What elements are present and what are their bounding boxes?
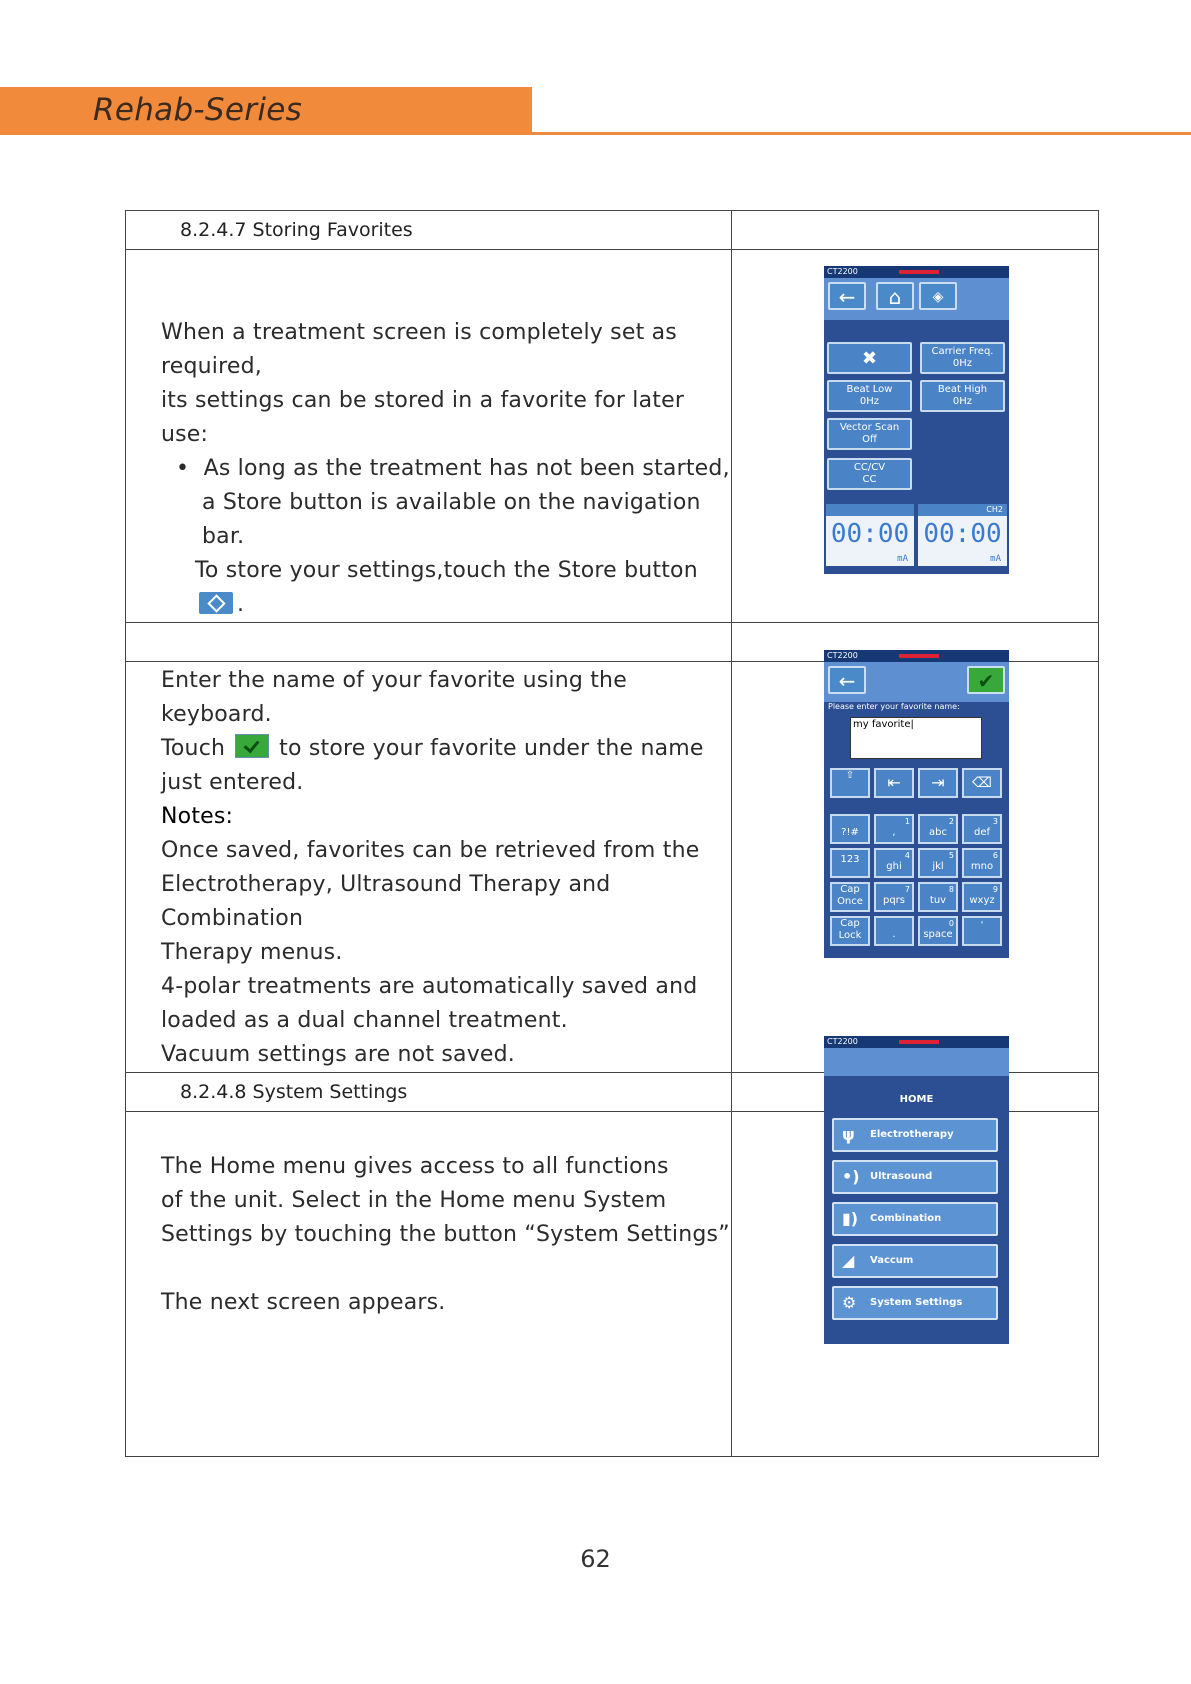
text-storing-favorites: When a treatment screen is completely set as required, its settings can be stored in a favorite for later use: • As long as the treatment has not been started, a Store button is available on the navigation bar. To store your settings,touch the Store button. <box>126 250 732 623</box>
key-6[interactable]: 6 mno <box>962 848 1002 878</box>
bullet-mark: • <box>176 456 190 481</box>
section-title-8247: 8.2.4.7 Storing Favorites <box>126 211 732 250</box>
status-leds <box>899 1040 939 1044</box>
gear-icon: ⚙ <box>842 1293 857 1312</box>
favorite-name-input[interactable]: my favorite| <box>850 717 982 759</box>
key-2[interactable]: 2 abc <box>918 814 958 844</box>
polarity-button[interactable]: ✖ <box>827 342 912 374</box>
key-123[interactable]: 123 <box>830 848 870 878</box>
key-cursor-left[interactable]: ⇤ <box>874 768 914 798</box>
store-button[interactable]: ◈ <box>919 282 957 310</box>
key-symbols[interactable]: ?!# <box>830 814 870 844</box>
status-leds <box>899 270 939 274</box>
checkmark-icon <box>235 734 269 758</box>
key-cursor-right[interactable]: ⇥ <box>918 768 958 798</box>
beat-high-button[interactable]: Beat High 0Hz <box>920 380 1005 412</box>
header-rule <box>532 132 1191 135</box>
key-cap-lock[interactable]: Cap Lock <box>830 916 870 946</box>
key-shift[interactable]: ⇧ <box>830 768 870 798</box>
channel1-timer[interactable]: 00:00 mA <box>826 516 914 566</box>
device-screen-home <box>824 1036 1009 1344</box>
text-enter-name: Enter the name of your favorite using the keyboard. Touch to store your favorite under the name just entered. Notes: Once saved, favorites can be retrieved from the Electrotherapy, Ultrasound Therapy and Combination Therapy menus. 4-polar treatments are automatically saved and loaded as a dual channel treatment. Vacuum settings are not saved. <box>126 662 732 1073</box>
beat-low-button[interactable]: Beat Low 0Hz <box>827 380 912 412</box>
home-button[interactable]: ⌂ <box>876 282 914 310</box>
back-button[interactable]: ← <box>828 282 866 310</box>
back-button[interactable]: ← <box>828 666 866 694</box>
channel2-bar: CH2 <box>918 504 1007 516</box>
home-item-vacuum[interactable]: ◢ Vaccum <box>832 1244 998 1278</box>
key-4[interactable]: 4 ghi <box>874 848 914 878</box>
home-item-ultrasound[interactable]: •) Ultrasound <box>832 1160 998 1194</box>
key-7[interactable]: 7 pqrs <box>874 882 914 912</box>
home-item-electrotherapy[interactable]: ψ Electrotherapy <box>832 1118 998 1152</box>
cc-cv-button[interactable]: CC/CV CC <box>827 458 912 490</box>
key-3[interactable]: 3 def <box>962 814 1002 844</box>
channel1-bar <box>826 504 914 516</box>
page-number: 62 <box>580 1545 611 1573</box>
key-9[interactable]: 9 wxyz <box>962 882 1002 912</box>
key-1[interactable]: 1 , <box>874 814 914 844</box>
section-title-8248: 8.2.4.8 System Settings <box>126 1073 732 1112</box>
store-icon <box>199 592 233 614</box>
status-bar: CT2200 <box>824 1036 1009 1048</box>
device-screen-keyboard <box>824 650 1009 958</box>
key-cap-once[interactable]: Cap Once <box>830 882 870 912</box>
device-screen-treatment <box>824 266 1009 574</box>
navigation-bar <box>824 1048 1009 1076</box>
key-space[interactable]: 0 space <box>918 916 958 946</box>
electrode-icon: ψ <box>842 1125 855 1144</box>
key-dot[interactable]: . <box>874 916 914 946</box>
key-backspace[interactable]: ⌫ <box>962 768 1002 798</box>
combination-icon: ▮) <box>842 1209 859 1228</box>
carrier-freq-button[interactable]: Carrier Freq. 0Hz <box>920 342 1005 374</box>
notes-label: Notes: <box>161 804 234 829</box>
key-8[interactable]: 8 tuv <box>918 882 958 912</box>
vector-scan-button[interactable]: Vector Scan Off <box>827 418 912 450</box>
confirm-store-button[interactable]: ✔ <box>967 666 1005 694</box>
status-leds <box>899 654 939 658</box>
home-title: HOME <box>899 1094 934 1105</box>
home-item-combination[interactable]: ▮) Combination <box>832 1202 998 1236</box>
home-item-system-settings[interactable]: ⚙ System Settings <box>832 1286 998 1320</box>
status-bar: CT2200 <box>824 650 1009 662</box>
status-bar: CT2200 <box>824 266 1009 278</box>
vacuum-icon: ◢ <box>842 1251 855 1270</box>
name-prompt: Please enter your favorite name: <box>828 702 960 711</box>
channel2-timer[interactable]: 00:00 mA <box>918 516 1007 566</box>
ultrasound-icon: •) <box>842 1167 860 1186</box>
key-apostrophe[interactable]: ' <box>962 916 1002 946</box>
key-5[interactable]: 5 jkl <box>918 848 958 878</box>
text-system-settings: The Home menu gives access to all functions of the unit. Select in the Home menu System Settings by touching the button “System Settings” The next screen appears. <box>126 1112 732 1457</box>
header-title: Rehab-Series <box>93 92 303 128</box>
